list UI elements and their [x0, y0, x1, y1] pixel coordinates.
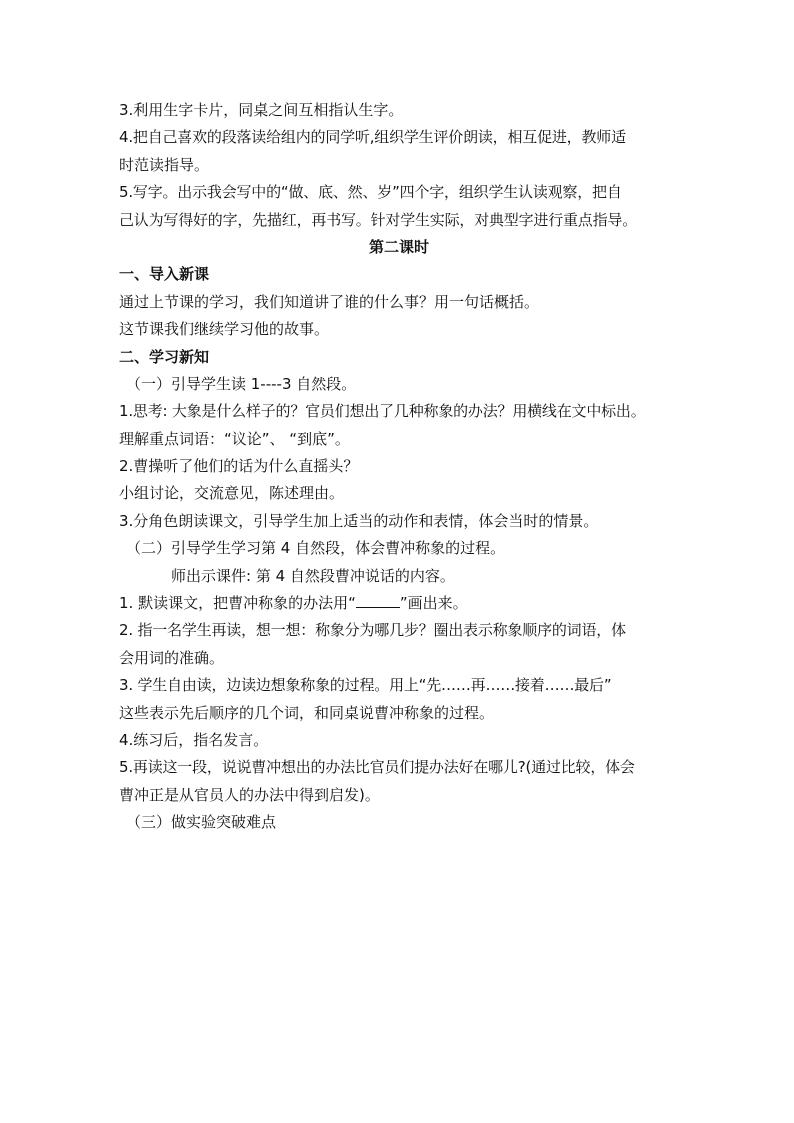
- section-heading: 一、导入新课: [119, 265, 210, 284]
- paragraph-line: 1.思考: 大象是什么样子的？官员们想出了几种称象的办法？用横线在文中标出。: [119, 402, 646, 421]
- paragraph-line: [119, 590, 679, 617]
- paragraph-line: 5.写字。出示我会写中的“做、底、然、岁”四个字，组织学生认读观察，把自: [119, 183, 622, 202]
- paragraph-line: 曹冲正是从官员人的办法中得到启发)。: [119, 785, 380, 804]
- paragraph-line: 5.再读这一段，说说曹冲想出的办法比官员们提办法好在哪儿?(通过比较，体会: [119, 758, 635, 777]
- paragraph-text: 1. 默读课文，把曹冲称象的办法用“: [119, 594, 356, 613]
- document-body: [119, 97, 679, 837]
- paragraph-line: 会用词的准确。: [119, 648, 225, 667]
- paragraph-line: 这节课我们继续学习他的故事。: [119, 320, 330, 339]
- subsection-heading: （二）引导学生学习第 4 自然段，体会曹冲称象的过程。: [126, 539, 506, 558]
- subsection-heading: （一）引导学生读 1----3 自然段。: [126, 374, 357, 393]
- paragraph-line: 3. 学生自由读，边读边想象称象的过程。用上“先……再……接着……最后”: [119, 676, 612, 695]
- paragraph-line: 3.利用生字卡片，同桌之间互相指认生字。: [119, 101, 404, 119]
- paragraph-line: 3.分角色朗读课文，引导学生加上适当的动作和表情，体会当时的情景。: [119, 511, 599, 530]
- paragraph-line: 这些表示先后顺序的几个词，和同桌说曹冲称象的过程。: [119, 703, 495, 722]
- paragraph-line: 小组讨论，交流意见，陈述理由。: [119, 484, 345, 503]
- paragraph-line: 理解重点词语：“议论”、 “到底”。: [119, 429, 350, 448]
- paragraph-line: 时范读指导。: [119, 155, 210, 174]
- paragraph-line: 师出示课件: 第 4 自然段曹冲说话的内容。: [171, 566, 455, 585]
- paragraph-line: 4.把自己喜欢的段落读给组内的同学听,组织学生评价朗读，相互促进，教师适: [119, 128, 626, 147]
- subsection-heading: （三）做实验突破难点: [126, 813, 277, 832]
- paragraph-line: 2.曹操听了他们的话为什么直摇头？: [119, 457, 359, 476]
- fill-in-blank: [356, 593, 400, 608]
- lesson-title: 第二课时: [368, 237, 429, 256]
- paragraph-line: 2. 指一名学生再读，想一想：称象分为哪几步？圈出表示称象顺序的词语，体: [119, 621, 626, 640]
- paragraph-text: ”画出来。: [399, 594, 468, 613]
- section-heading: 二、学习新知: [119, 347, 210, 366]
- paragraph-line: 4.练习后，指名发言。: [119, 730, 269, 749]
- paragraph-line: 通过上节课的学习，我们知道讲了谁的什么事？用一句话概括。: [119, 292, 540, 311]
- paragraph-line: 己认为写得好的字，先描红，再书写。针对学生实际，对典型字进行重点指导。: [119, 210, 638, 229]
